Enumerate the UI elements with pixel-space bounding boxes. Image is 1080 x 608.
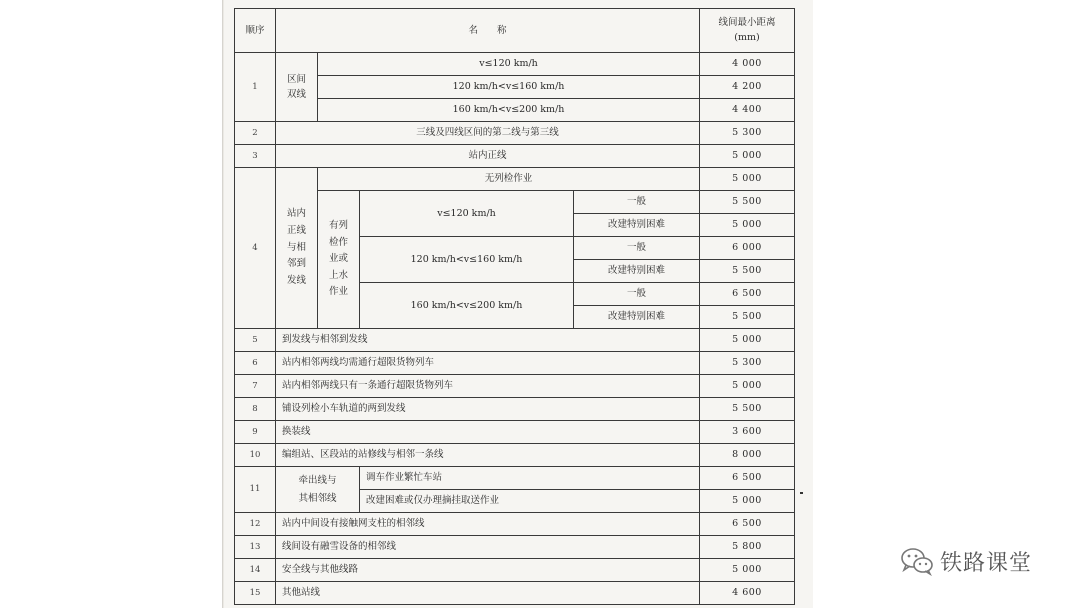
value-cell: 4 000 (700, 53, 795, 76)
table-row (235, 191, 795, 214)
header-seq: 顺序 (235, 9, 276, 53)
value-cell: 4 200 (700, 76, 795, 99)
name-cell: 站内相邻两线均需通行超限货物列车 (276, 352, 700, 375)
name-cell: 站内中间设有接触网支柱的相邻线 (276, 513, 700, 536)
value-cell: 5 000 (700, 145, 795, 168)
table-row (235, 99, 795, 122)
name-cell: 换装线 (276, 421, 700, 444)
condition-cell: v≤120 km/h (318, 53, 700, 76)
subgroup-cell (318, 191, 360, 329)
seq-cell: 4 (235, 168, 276, 329)
condition-cell: 120 km/h<v≤160 km/h (318, 76, 700, 99)
line-spacing-table (234, 8, 795, 605)
table-row (235, 513, 795, 536)
name-cell: 编组站、区段站的站修线与相邻一条线 (276, 444, 700, 467)
seq-cell: 13 (235, 536, 276, 559)
seq-cell: 3 (235, 145, 276, 168)
name-cell: 其他站线 (276, 582, 700, 605)
value-cell: 8 000 (700, 444, 795, 467)
name-cell: 铺设列检小车轨道的两到发线 (276, 398, 700, 421)
table-row (235, 559, 795, 582)
case-cell: 一般 (574, 237, 700, 260)
condition-cell: 160 km/h<v≤200 km/h (318, 99, 700, 122)
seq-cell: 1 (235, 53, 276, 122)
case-cell: 改建特别困难 (574, 260, 700, 283)
group-cell (276, 467, 360, 513)
seq-cell: 12 (235, 513, 276, 536)
seq-cell: 7 (235, 375, 276, 398)
value-cell: 5 300 (700, 352, 795, 375)
speed-condition-cell: 120 km/h<v≤160 km/h (360, 237, 574, 283)
condition-cell: 改建困难或仅办理摘挂取送作业 (360, 490, 700, 513)
condition-cell: 无列检作业 (318, 168, 700, 191)
watermark-text: 铁路课堂 (940, 550, 1033, 576)
seq-cell: 5 (235, 329, 276, 352)
value-cell: 5 000 (700, 168, 795, 191)
value-cell: 5 500 (700, 398, 795, 421)
name-cell: 线间设有融雪设备的相邻线 (276, 536, 700, 559)
table-row (235, 145, 795, 168)
name-cell: 到发线与相邻到发线 (276, 329, 700, 352)
condition-cell: 调车作业繁忙车站 (360, 467, 700, 490)
group-label: 站内正线与相邻到发线 (286, 208, 306, 286)
value-cell: 5 500 (700, 191, 795, 214)
value-cell: 4 400 (700, 99, 795, 122)
group-label-line2: 其相邻线 (298, 492, 337, 504)
seq-cell: 9 (235, 421, 276, 444)
table-row (235, 421, 795, 444)
header-distance (700, 9, 795, 53)
value-cell: 5 000 (700, 375, 795, 398)
value-cell: 6 500 (700, 283, 795, 306)
speed-condition-cell: 160 km/h<v≤200 km/h (360, 283, 574, 329)
table-row (235, 398, 795, 421)
name-cell: 站内相邻两线只有一条通行超限货物列车 (276, 375, 700, 398)
group-cell (276, 168, 318, 329)
value-cell: 6 000 (700, 237, 795, 260)
value-cell: 6 500 (700, 467, 795, 490)
case-cell: 一般 (574, 283, 700, 306)
value-cell: 5 000 (700, 559, 795, 582)
seq-cell: 2 (235, 122, 276, 145)
header-name: 名 称 (276, 9, 700, 53)
table-row (235, 168, 795, 191)
table-row (235, 53, 795, 76)
table-row (235, 352, 795, 375)
watermark (900, 543, 1070, 579)
value-cell: 5 000 (700, 214, 795, 237)
value-cell: 5 800 (700, 536, 795, 559)
value-cell: 5 500 (700, 306, 795, 329)
scan-speck (800, 492, 803, 494)
group-cell (276, 53, 318, 122)
group-label: 区间双线 (286, 73, 306, 100)
header-distance-unit: (mm) (734, 31, 760, 43)
seq-cell: 6 (235, 352, 276, 375)
table-row (235, 582, 795, 605)
seq-cell: 15 (235, 582, 276, 605)
table-row (235, 467, 795, 490)
subgroup-label: 有列检作业或上水作业 (328, 219, 348, 298)
seq-cell: 8 (235, 398, 276, 421)
seq-cell: 14 (235, 559, 276, 582)
seq-cell: 10 (235, 444, 276, 467)
table-row (235, 76, 795, 99)
group-label-line1: 牵出线与 (298, 475, 337, 487)
speed-condition-cell: v≤120 km/h (360, 191, 574, 237)
wechat-icon (900, 546, 934, 576)
header-row (235, 9, 795, 53)
name-cell: 站内正线 (276, 145, 700, 168)
case-cell: 改建特别困难 (574, 306, 700, 329)
name-cell: 三线及四线区间的第二线与第三线 (276, 122, 700, 145)
table-row (235, 375, 795, 398)
table-row (235, 122, 795, 145)
value-cell: 5 500 (700, 260, 795, 283)
value-cell: 5 000 (700, 329, 795, 352)
case-cell: 一般 (574, 191, 700, 214)
value-cell: 5 000 (700, 490, 795, 513)
value-cell: 6 500 (700, 513, 795, 536)
value-cell: 4 600 (700, 582, 795, 605)
table-row (235, 329, 795, 352)
value-cell: 5 300 (700, 122, 795, 145)
table-row (235, 444, 795, 467)
case-cell: 改建特别困难 (574, 214, 700, 237)
table-row (235, 536, 795, 559)
seq-cell: 11 (235, 467, 276, 513)
header-distance-label: 线间最小距离 (718, 17, 776, 29)
value-cell: 3 600 (700, 421, 795, 444)
name-cell: 安全线与其他线路 (276, 559, 700, 582)
